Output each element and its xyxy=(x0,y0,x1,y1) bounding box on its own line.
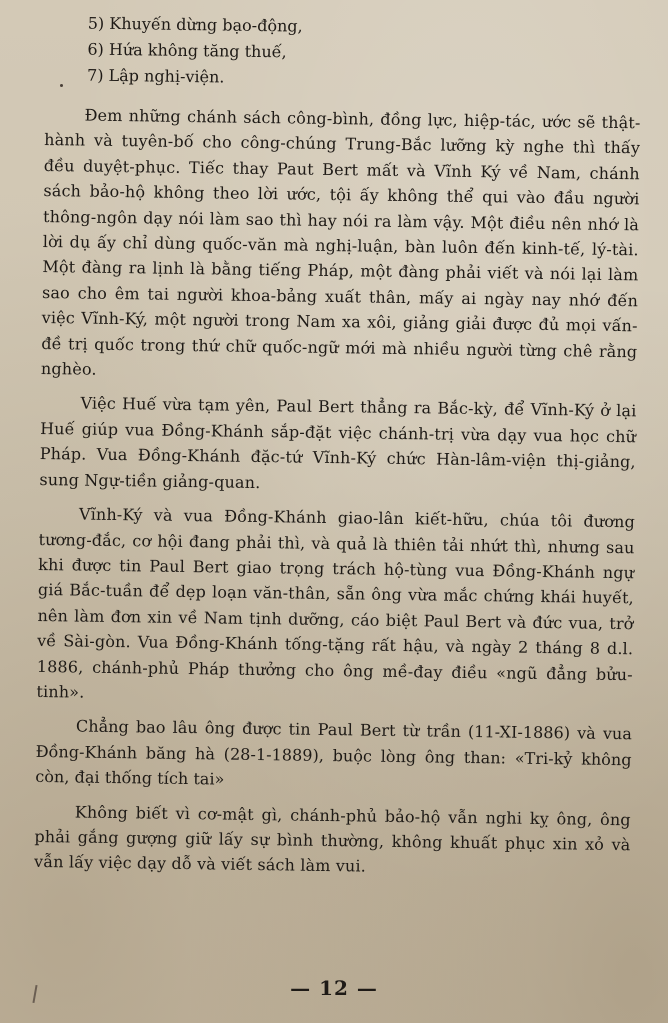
paragraph: Đem những chánh sách công-bình, đồng lực, hiệp-tác, ước sẽ thật-hành và tuyên-bố cho công-chúng Trung-Bắc lưỡng kỳ nghe thì thấy đều duyệt-phục. Tiếc thay Paut Bert mất và Vĩnh Ký về Nam, chánh sách bảo-hộ không theo lời ước, tội ấy không thể qui vào đầu người thông-ngôn dạy nói làm sao thì hay nói ra làm vậy. Một điều nên nhớ là lời dụ ấy chỉ dùng quốc-văn mà nghị-luận, bàn luôn đến kinh-tế, lý-tài. Một đàng ra lịnh là bằng tiếng Pháp, một đàng phải viết và nói lại làm sao cho êm tai người khoa-bảng xuất thân, mấy ai ngày nay nhớ đến việc Vĩnh-Ký, một người trong Nam xa xôi, giảng giải được đủ mọi vấn-đề trị quốc trong thứ chữ quốc-ngữ mới mà nhiều người từng chê rằng nghèo. xyxy=(40,105,641,379)
page-body xyxy=(34,10,642,883)
list-item: 6) Hứa không tăng thuế, xyxy=(87,39,287,62)
numbered-list xyxy=(87,11,642,97)
list-item: 5) Khuyến dừng bạo-động, xyxy=(87,13,303,36)
paragraph: Không biết vì cơ-mật gì, chánh-phủ bảo-hộ vẫn nghi kỵ ông, ông phải gắng gượng giữ lấy sự bình thường, không khuất phục xin xỏ và vẫn lấy việc dạy dỗ và viết sách làm vui. xyxy=(33,802,631,876)
page-number: — 12 — xyxy=(290,976,378,1000)
list-item: 7) Lập nghị-viện. xyxy=(86,65,225,87)
paragraph: Vĩnh-Ký và vua Đồng-Khánh giao-lân kiết-hữu, chúa tôi đương tương-đắc, cơ hội đang phải thì, và quả là thiên tải nhứt thì, nhưng sau khi được tin Paul Bert giao trọng trách hộ-tùng vua Đồng-Khánh ngự giá Bắc-tuần để dẹp loạn văn-thân, sẵn ông vừa mắc chứng khái huyết, nên làm đơn xin về Nam tịnh dưỡng, cáo biệt Paul Bert và đức vua, trở về Sài-gòn. Vua Đồng-Khánh tống-tặng rất hậu, và ngày 2 tháng 8 d.l. 1886, chánh-phủ Pháp thưởng cho ông mề-đay điều «ngũ đẳng bửu-tinh». xyxy=(36,504,636,702)
paragraph: Việc Huế vừa tạm yên, Paul Bert thẳng ra Bắc-kỳ, để Vĩnh-Ký ở lại Huế giúp vua Đồng-Khánh sắp-đặt việc chánh-trị vừa dạy vua học chữ Pháp. Vua Đồng-Khánh đặc-tứ Vĩnh-Ký chức Hàn-lâm-viện thị-giảng, sung Ngự-tiền giảng-quan. xyxy=(39,393,637,492)
paragraph: Chẳng bao lâu ông được tin Paul Bert từ trần (11-XI-1886) và vua Đồng-Khánh băng hà (28-1-1889), buộc lòng ông than: «Tri-kỷ không còn, đại thống tích tai» xyxy=(35,716,633,789)
